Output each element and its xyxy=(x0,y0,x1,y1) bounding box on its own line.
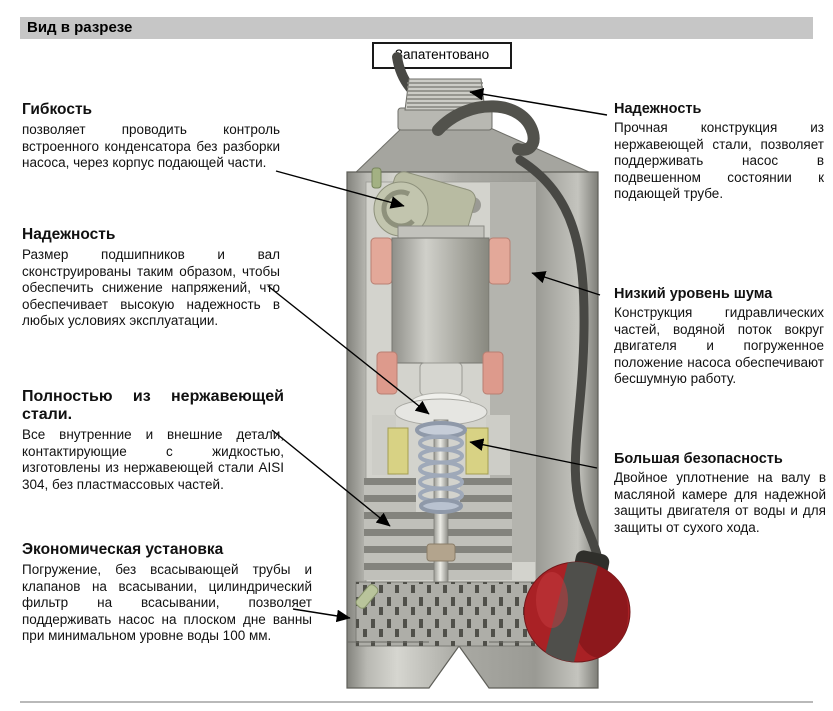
note-reliability-left xyxy=(22,226,280,330)
note-body: Конструкция гидравлических частей, водяной поток вокруг двигателя и погруженное положение насоса обеспечивают бесшумную работу. xyxy=(614,305,824,386)
page-title: Вид в разрезе xyxy=(27,19,133,36)
note-body: Погружение, без всасывающей трубы и клапанов на всасывании, цилиндрический фильтр на всасывании, позволяет поддерживать насос на плоском дне ванны при минимальном уровне воды 100 мм. xyxy=(22,562,312,643)
motor-stator xyxy=(371,226,510,395)
motor-winding xyxy=(483,352,503,394)
note-body: Все внутренние и внешние детали, контактирующие с жидкостью, изготовлены из нержавеющей стали AISI 304, без пластмассовых частей. xyxy=(22,427,284,492)
note-stainless-steel xyxy=(22,388,284,493)
note-heading: Гибкость xyxy=(22,101,93,118)
note-heading: Полностью из нержавеющей стали. xyxy=(22,388,284,423)
note-reliability-right xyxy=(614,101,824,203)
note-body: Размер подшипников и вал сконструированы таким образом, чтобы обеспечить снижение напряжений, что обеспечивает высокую надежность в любых условиях эксплуатации. xyxy=(22,247,280,328)
motor-winding xyxy=(489,238,510,284)
note-body: Прочная конструкция из нержавеющей стали, позволяет поддерживать насос в подвешенном состоянии к подающей трубе. xyxy=(614,120,824,201)
note-heading: Низкий уровень шума xyxy=(614,286,773,302)
note-installation xyxy=(22,541,312,645)
note-body: Двойное уплотнение на валу в масляной камере для надежной защиты двигателя от воды и для защиты от сухого хода. xyxy=(614,470,826,535)
note-body: позволяет проводить контроль встроенного конденсатора без разборки насоса, через корпус подающей части. xyxy=(22,122,280,170)
screw-icon xyxy=(372,168,381,188)
note-safety xyxy=(614,451,826,536)
note-heading: Экономическая установка xyxy=(22,541,224,558)
note-heading: Надежность xyxy=(614,101,702,117)
note-flexibility xyxy=(22,101,280,172)
motor-winding xyxy=(371,238,392,284)
note-heading: Большая безопасность xyxy=(614,451,783,467)
patent-label: Запатентовано xyxy=(394,47,490,62)
footer-divider xyxy=(20,701,813,703)
note-heading: Надежность xyxy=(22,226,116,243)
note-noise xyxy=(614,286,824,388)
pump-shoulder xyxy=(352,126,598,176)
motor-winding xyxy=(377,352,397,394)
